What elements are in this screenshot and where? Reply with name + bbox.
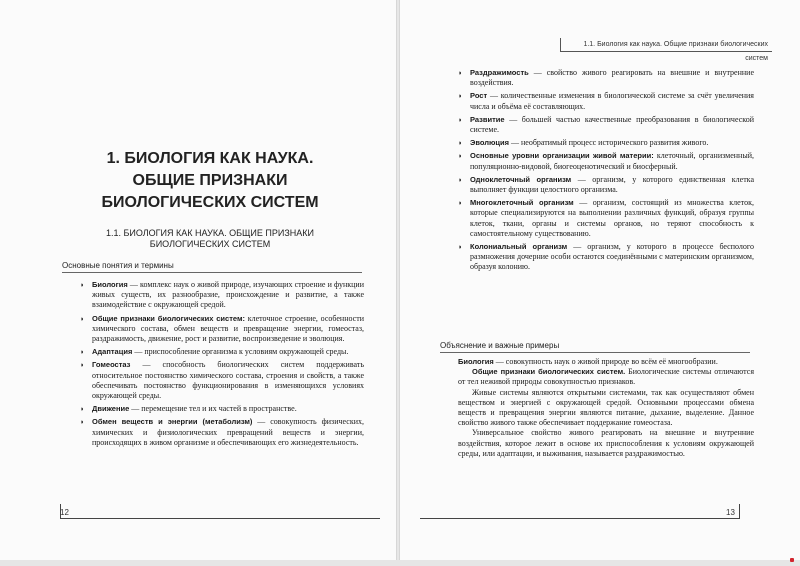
term-item [456,242,754,273]
terms-subhead: Основные понятия и термины [62,260,362,273]
term-name: Общие признаки биологических систем: [92,313,246,323]
term-name: Эволюция [470,138,510,148]
term-name: Раздражимость [470,68,529,77]
footer-rule [420,518,740,519]
term-item [78,417,364,448]
bullet-icon: ◗ [458,152,463,161]
term-definition: клеточный, организменный, популяционно-видовой, биогеоценотический и биосферный. [470,151,754,171]
term-item [456,115,754,135]
term-item [456,138,754,148]
page-number: 12 [60,508,69,517]
term-item [78,347,364,357]
right-page [400,0,800,560]
chapter-title-line: БИОЛОГИЧЕСКИХ СИСТЕМ [101,194,319,211]
chapter-title [85,148,335,214]
paragraph [458,428,754,459]
paragraph [458,388,754,429]
term-name: Развитие [470,114,505,124]
term-item [456,175,754,195]
explanation-subhead: Объяснение и важные примеры [440,340,750,353]
term-item [78,280,364,311]
term-item [456,151,754,171]
term-definition: клеточное строение, особенности химического состава, обмен веществ и превращение энергии, гомеостаз, раздражимость, движение, рост и развитие, воспроизведение и эволюция. [92,313,365,344]
term-item [456,68,754,88]
term-name: Адаптация [92,347,133,357]
term-name: Движение [92,404,130,414]
term-definition: — приспособление организма к условиям окружающей среды. [132,347,349,357]
bullet-icon: ◗ [80,314,85,323]
paragraph-text: Биологические системы отличаются от тел неживой природы совокупностью признаков. [458,367,755,387]
bullet-icon: ◗ [80,361,85,370]
term-definition: — способность биологических систем поддерживать относительное постоянство химического состава, строения и свойств, а также обеспечивать постоянство функционирования в изменяющихся условиях окружающей среды. [92,360,364,401]
paragraph-lead: Биология [458,357,494,366]
term-name: Гомеостаз [92,360,131,370]
running-head: 1.1. Биология как наука. Общие признаки биологических систем [560,38,772,52]
term-definition: — большей частью качественные преобразования в биологической системе. [470,114,754,135]
footer-tick [739,504,740,518]
bullet-icon: ◗ [458,139,463,148]
term-name: Биология [92,280,128,289]
term-item [456,91,754,111]
chapter-title-line: ОБЩИЕ ПРИЗНАКИ [132,172,288,189]
term-definition: — необратимый процесс исторического развития живого. [509,138,709,148]
chapter-title-line: 1. БИОЛОГИЯ КАК НАУКА. [106,150,314,167]
paragraph-text: Универсальное свойство живого реагировать на внешние и внутренние воздействия, которое лежит в основе их приспособления к условиям окружающей среды, или адаптации, и выживания, называется раздражимостью. [458,428,754,458]
bullet-icon: ◗ [458,69,463,77]
term-name: Обмен веществ и энергии (метаболизм) [92,417,253,427]
bullet-icon: ◗ [458,243,463,252]
term-definition: — организм, у которого единственная клетка выполняет функции целостного организма. [470,174,755,195]
term-item [78,360,364,401]
bullet-icon: ◗ [458,92,463,101]
term-name: Рост [470,91,488,101]
left-page [0,0,396,560]
term-item [456,198,754,239]
term-definition: — организм, состоящий из множества клеток, которые специализируются на выполнении различных функций, образуя группы клеток, ткани, органы и системы органов, но теряют способность к самостоятельному существованию. [470,198,754,238]
bullet-icon: ◗ [458,199,463,208]
corner-marker [790,558,794,562]
footer-rule [60,518,380,519]
section-title-line: БИОЛОГИЧЕСКИХ СИСТЕМ [149,239,271,249]
term-name: Многоклеточный организм [470,198,574,208]
paragraph [458,367,754,387]
left-term-list [78,280,364,451]
term-name: Одноклеточный организм [470,174,572,184]
bullet-icon: ◗ [80,418,85,427]
section-title [105,228,315,250]
paragraph-text: Живые системы являются открытыми системами, так как осуществляют обмен веществом и энергией с окружающей средой. Основными процессами обмена веществ и превращения энергии являются питание, дыхание, выделение. Данное свойство живого также обеспечивает поддержание гомеостаза. [458,387,754,428]
term-definition: — комплекс наук о живой природе, изучающих строение и функции живых существ, их разнообразие, происхождение и развитие, а также взаимодействие с окружающей средой. [92,280,364,310]
term-definition: — количественные изменения в биологической системе за счёт увеличения числа и объёма её составляющих. [470,91,754,111]
right-term-list [456,68,754,276]
bullet-icon: ◗ [80,281,85,289]
term-item [78,404,364,414]
term-definition: — перемещение тел и их частей в пространстве. [129,404,297,414]
explanation-paragraphs [458,357,754,459]
bullet-icon: ◗ [80,348,85,357]
bullet-icon: ◗ [458,115,463,124]
term-definition: — организм, у которого в процессе бесполого размножения дочерние особи остаются соединёнными с материнским организмом, образуя колонию. [470,242,754,272]
term-name: Колониальный организм [470,242,568,252]
paragraph-lead: Общие признаки биологических систем. [472,367,626,377]
paragraph [458,357,754,367]
section-title-line: 1.1. БИОЛОГИЯ КАК НАУКА. ОБЩИЕ ПРИЗНАКИ [105,228,314,238]
page-number: 13 [726,508,735,517]
term-definition: — совокупность физических, химических и физиологических превращений веществ и энергии, происходящих в живом организме и обеспечивающих его жизнедеятельность. [92,417,364,447]
bullet-icon: ◗ [458,175,463,184]
paragraph-text: — совокупность наук о живой природе во всём её многообразии. [493,357,718,366]
bullet-icon: ◗ [80,405,85,414]
term-item [78,314,364,345]
term-name: Основные уровни организации живой материи: [470,151,654,161]
term-definition: — свойство живого реагировать на внешние и внутренние воздействия. [470,68,754,88]
